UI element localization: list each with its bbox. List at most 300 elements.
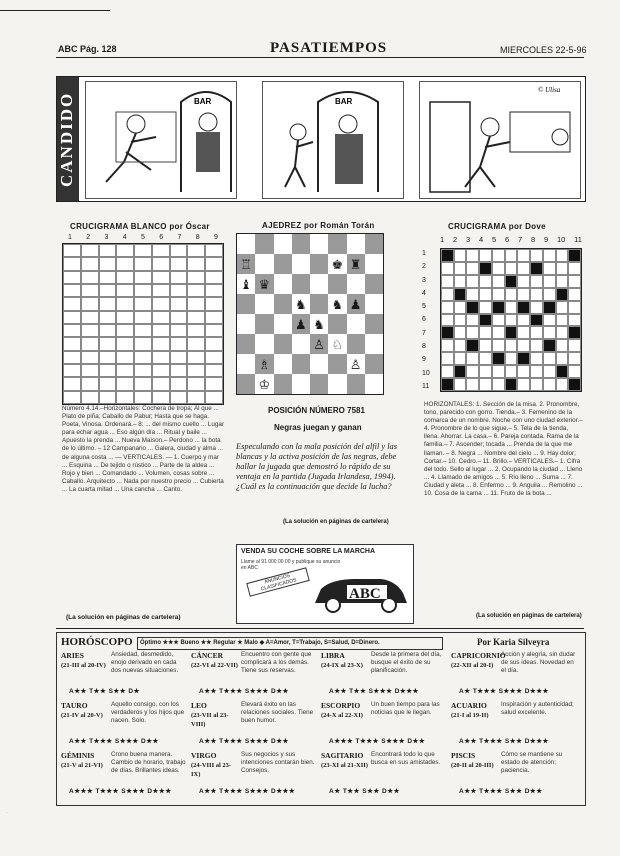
- grid-cell[interactable]: [205, 271, 223, 284]
- grid-cell[interactable]: [170, 391, 188, 404]
- crossword-cell[interactable]: [492, 288, 505, 301]
- grid-cell[interactable]: [81, 364, 99, 377]
- crossword-cell: [441, 326, 454, 339]
- grid-cell[interactable]: [116, 297, 134, 310]
- crossword-cell[interactable]: [492, 275, 505, 288]
- grid-cell[interactable]: [81, 284, 99, 297]
- grid-cell[interactable]: [116, 244, 134, 257]
- grid-cell[interactable]: [99, 284, 117, 297]
- crossword-cell[interactable]: [556, 262, 569, 275]
- grid-cell[interactable]: [63, 271, 81, 284]
- grid-cell[interactable]: [187, 364, 205, 377]
- grid-cell[interactable]: [205, 284, 223, 297]
- crossword-cell[interactable]: [568, 288, 581, 301]
- chess-subtitle: Negras juegan y ganan: [274, 423, 362, 432]
- grid-cell[interactable]: [116, 257, 134, 270]
- grid-cell[interactable]: [116, 351, 134, 364]
- grid-cell[interactable]: [170, 337, 188, 350]
- crossword-cell[interactable]: [466, 288, 479, 301]
- grid-cell[interactable]: [187, 337, 205, 350]
- crossword-cell: [543, 339, 556, 352]
- crossword-cell[interactable]: [454, 326, 467, 339]
- crossword-cell[interactable]: [505, 314, 518, 327]
- crossword-cell[interactable]: [568, 339, 581, 352]
- bar-sign: BAR: [194, 97, 212, 106]
- crossword-cell: [466, 301, 479, 314]
- sign-dates: (21-III al 20-IV): [61, 662, 106, 669]
- crossword-cell[interactable]: [492, 365, 505, 378]
- grid-cell[interactable]: [134, 244, 152, 257]
- col-number: 8: [531, 235, 536, 244]
- crossword-cell[interactable]: [517, 288, 530, 301]
- crossword-cell[interactable]: [492, 378, 505, 391]
- sign-stars: A★★★ T★★★ S★★★ D★★: [329, 738, 426, 745]
- grid-cell[interactable]: [81, 391, 99, 404]
- crossword-cell[interactable]: [530, 301, 543, 314]
- chess-square: [347, 374, 365, 394]
- crossword-cell[interactable]: [454, 262, 467, 275]
- crossword-cell[interactable]: [543, 326, 556, 339]
- grid-cell[interactable]: [63, 311, 81, 324]
- chess-square: [347, 234, 365, 254]
- grid-cell[interactable]: [63, 391, 81, 404]
- crossword-cell[interactable]: [556, 275, 569, 288]
- crossword-cell[interactable]: [441, 275, 454, 288]
- grid-cell[interactable]: [152, 377, 170, 390]
- sign-name: ARIES: [61, 651, 84, 660]
- crossword-cell: [454, 365, 467, 378]
- grid-cell[interactable]: [63, 257, 81, 270]
- crossword-cell[interactable]: [556, 378, 569, 391]
- grid-cell[interactable]: [81, 311, 99, 324]
- crossword-cell[interactable]: [454, 339, 467, 352]
- crossword-cell[interactable]: [556, 352, 569, 365]
- grid-cell[interactable]: [134, 284, 152, 297]
- chess-piece-square: ♘: [328, 334, 346, 354]
- chess-square: [292, 254, 310, 274]
- crossword-cell[interactable]: [568, 262, 581, 275]
- chess-square: [365, 274, 383, 294]
- crossword-cell[interactable]: [479, 352, 492, 365]
- grid-cell[interactable]: [81, 271, 99, 284]
- grid-cell[interactable]: [152, 244, 170, 257]
- crossword-blank-grid[interactable]: [62, 243, 224, 405]
- panel-3-drawing: [420, 82, 580, 198]
- grid-cell[interactable]: [152, 324, 170, 337]
- crossword-cell[interactable]: [543, 275, 556, 288]
- grid-cell[interactable]: [205, 391, 223, 404]
- chess-square: [274, 314, 292, 334]
- grid-cell[interactable]: [170, 284, 188, 297]
- grid-cell[interactable]: [134, 311, 152, 324]
- crossword-cell[interactable]: [505, 249, 518, 262]
- grid-cell[interactable]: [205, 324, 223, 337]
- grid-cell[interactable]: [99, 337, 117, 350]
- grid-cell[interactable]: [99, 257, 117, 270]
- crossword-cell[interactable]: [530, 378, 543, 391]
- crossword-cell[interactable]: [543, 262, 556, 275]
- chess-square: [255, 314, 273, 334]
- crossword-cell[interactable]: [466, 365, 479, 378]
- crossword-cell[interactable]: [505, 352, 518, 365]
- crossword-cell: [530, 314, 543, 327]
- crossword-cell[interactable]: [568, 301, 581, 314]
- grid-cell[interactable]: [152, 351, 170, 364]
- chess-square: [328, 234, 346, 254]
- classified-ad[interactable]: [236, 544, 414, 624]
- crossword-cell: [517, 352, 530, 365]
- grid-cell[interactable]: [116, 337, 134, 350]
- grid-cell[interactable]: [152, 337, 170, 350]
- grid-cell[interactable]: [81, 244, 99, 257]
- crossword-cell[interactable]: [517, 275, 530, 288]
- grid-cell[interactable]: [116, 364, 134, 377]
- crossword-cell[interactable]: [530, 352, 543, 365]
- horoscope-sign: [61, 701, 189, 749]
- row-number: 11: [422, 382, 430, 390]
- crossword-cell[interactable]: [543, 352, 556, 365]
- chess-square: [292, 374, 310, 394]
- grid-cell[interactable]: [99, 311, 117, 324]
- crossword-cell[interactable]: [556, 249, 569, 262]
- grid-cell[interactable]: [205, 377, 223, 390]
- crossword-cell[interactable]: [441, 301, 454, 314]
- grid-cell[interactable]: [187, 257, 205, 270]
- crossword-cell[interactable]: [479, 339, 492, 352]
- grid-cell[interactable]: [63, 297, 81, 310]
- grid-cell[interactable]: [205, 257, 223, 270]
- crossword-cell[interactable]: [454, 378, 467, 391]
- grid-cell[interactable]: [187, 271, 205, 284]
- grid-cell[interactable]: [134, 364, 152, 377]
- sign-name: ACUARIO: [451, 701, 487, 710]
- grid-cell[interactable]: [99, 324, 117, 337]
- chess-square: [274, 294, 292, 314]
- crossword-cell[interactable]: [454, 275, 467, 288]
- crossword-cell[interactable]: [466, 249, 479, 262]
- crossword-cell[interactable]: [466, 314, 479, 327]
- grid-cell[interactable]: [116, 391, 134, 404]
- crossword-cell[interactable]: [517, 339, 530, 352]
- grid-cell[interactable]: [99, 351, 117, 364]
- chess-square: [310, 234, 328, 254]
- grid-cell[interactable]: [81, 257, 99, 270]
- chess-piece-square: ♖: [237, 254, 255, 274]
- grid-cell[interactable]: [187, 297, 205, 310]
- grid-cell[interactable]: [81, 297, 99, 310]
- crossword-cell[interactable]: [441, 314, 454, 327]
- chess-board: [236, 233, 384, 395]
- grid-cell[interactable]: [170, 364, 188, 377]
- sign-name: ESCORPIO: [321, 701, 361, 710]
- crossword-cell[interactable]: [543, 378, 556, 391]
- crossword-cell[interactable]: [543, 314, 556, 327]
- grid-cell[interactable]: [152, 311, 170, 324]
- grid-cell[interactable]: [187, 377, 205, 390]
- grid-cell[interactable]: [205, 297, 223, 310]
- grid-cell[interactable]: [116, 284, 134, 297]
- header-rule: [56, 57, 584, 58]
- chess-square: [310, 374, 328, 394]
- grid-cell[interactable]: [187, 351, 205, 364]
- crossword-cell[interactable]: [517, 262, 530, 275]
- row-number: 9: [422, 356, 426, 364]
- grid-cell[interactable]: [116, 377, 134, 390]
- chess-square: [365, 294, 383, 314]
- crossword-cell[interactable]: [466, 352, 479, 365]
- crossword-cell[interactable]: [479, 365, 492, 378]
- crossword-cell[interactable]: [568, 352, 581, 365]
- grid-cell[interactable]: [187, 311, 205, 324]
- crossword-cell: [505, 326, 518, 339]
- chess-square: [274, 274, 292, 294]
- crossword-cell[interactable]: [479, 288, 492, 301]
- grid-cell[interactable]: [63, 244, 81, 257]
- grid-cell[interactable]: [99, 377, 117, 390]
- grid-cell[interactable]: [187, 324, 205, 337]
- grid-cell[interactable]: [81, 351, 99, 364]
- comic-panel-3: [419, 81, 581, 199]
- ad-title: VENDA SU COCHE SOBRE LA MARCHA: [241, 548, 376, 555]
- crossword-cell[interactable]: [505, 301, 518, 314]
- chess-piece-square: ♙: [347, 354, 365, 374]
- crossword-cell[interactable]: [543, 288, 556, 301]
- chess-piece-square: ♙: [310, 334, 328, 354]
- crossword-cell[interactable]: [568, 314, 581, 327]
- grid-cell[interactable]: [63, 324, 81, 337]
- chess-square: [365, 374, 383, 394]
- grid-cell[interactable]: [63, 284, 81, 297]
- crossword-cell[interactable]: [530, 288, 543, 301]
- grid-cell[interactable]: [81, 324, 99, 337]
- crossword-cell[interactable]: [454, 301, 467, 314]
- chess-square: [310, 254, 328, 274]
- grid-cell[interactable]: [205, 337, 223, 350]
- grid-cell[interactable]: [99, 391, 117, 404]
- grid-cell[interactable]: [152, 364, 170, 377]
- crossword-cell[interactable]: [556, 301, 569, 314]
- grid-cell[interactable]: [170, 257, 188, 270]
- crossword-cell[interactable]: [479, 378, 492, 391]
- sign-name: CÁNCER: [191, 651, 224, 660]
- crossword-cell[interactable]: [441, 352, 454, 365]
- comic-strip: [56, 76, 586, 202]
- grid-cell[interactable]: [134, 351, 152, 364]
- crossword-blank-solution: (La solución en páginas de cartelera): [66, 614, 181, 621]
- crossword-cell[interactable]: [530, 326, 543, 339]
- grid-cell[interactable]: [116, 324, 134, 337]
- horoscope-sign: [61, 651, 189, 699]
- grid-cell[interactable]: [170, 377, 188, 390]
- crossword-cell[interactable]: [543, 249, 556, 262]
- grid-cell[interactable]: [187, 284, 205, 297]
- grid-cell[interactable]: [170, 311, 188, 324]
- grid-cell[interactable]: [116, 311, 134, 324]
- chess-piece-square: ♛: [255, 274, 273, 294]
- chess-square: [292, 334, 310, 354]
- crossword-cell[interactable]: [441, 365, 454, 378]
- grid-cell[interactable]: [205, 311, 223, 324]
- chess-square: [255, 234, 273, 254]
- crossword-cell[interactable]: [441, 262, 454, 275]
- chess-title: AJEDREZ por Román Torán: [262, 221, 375, 230]
- grid-cell[interactable]: [134, 377, 152, 390]
- grid-cell[interactable]: [205, 244, 223, 257]
- crossword-cell: [479, 314, 492, 327]
- crossword-cell[interactable]: [492, 314, 505, 327]
- crossword-cell[interactable]: [517, 249, 530, 262]
- crossword-cell[interactable]: [479, 301, 492, 314]
- grid-cell[interactable]: [170, 351, 188, 364]
- crossword-cell[interactable]: [441, 339, 454, 352]
- grid-cell[interactable]: [152, 257, 170, 270]
- grid-cell[interactable]: [99, 364, 117, 377]
- grid-cell[interactable]: [152, 297, 170, 310]
- chess-piece-square: ♞: [292, 294, 310, 314]
- grid-cell[interactable]: [205, 364, 223, 377]
- sign-name: GÉMINIS: [61, 751, 95, 760]
- chess-square: [255, 294, 273, 314]
- grid-cell[interactable]: [81, 377, 99, 390]
- chess-square: [237, 374, 255, 394]
- chess-square: [237, 234, 255, 254]
- grid-cell[interactable]: [187, 244, 205, 257]
- crossword-cell[interactable]: [479, 326, 492, 339]
- comic-title: CANDIDO: [57, 77, 79, 201]
- row-number: 5: [422, 303, 426, 311]
- crossword-cell[interactable]: [454, 249, 467, 262]
- page-date: MIERCOLES 22-5-96: [500, 45, 587, 55]
- crossword-cell[interactable]: [505, 262, 518, 275]
- grid-cell[interactable]: [116, 271, 134, 284]
- crossword-cell[interactable]: [568, 365, 581, 378]
- chess-square: [237, 294, 255, 314]
- grid-cell[interactable]: [63, 337, 81, 350]
- sign-stars: A★★ T★★★ S★★★ D★★: [199, 688, 289, 695]
- crossword-cell[interactable]: [543, 365, 556, 378]
- crossword-cell: [556, 288, 569, 301]
- grid-cell[interactable]: [134, 297, 152, 310]
- sign-name: SAGITARIO: [321, 751, 364, 760]
- chess-square: [292, 354, 310, 374]
- grid-cell[interactable]: [152, 284, 170, 297]
- crossword-cell[interactable]: [568, 275, 581, 288]
- grid-cell[interactable]: [170, 271, 188, 284]
- crossword-cell[interactable]: [517, 314, 530, 327]
- crossword-cell[interactable]: [505, 288, 518, 301]
- grid-cell[interactable]: [63, 377, 81, 390]
- crossword-cell[interactable]: [530, 339, 543, 352]
- crossword-cell[interactable]: [505, 339, 518, 352]
- crossword-cell[interactable]: [492, 339, 505, 352]
- sign-dates: (23-XI al 21-XII): [321, 762, 368, 769]
- row-number: 2: [422, 263, 426, 271]
- grid-cell[interactable]: [99, 244, 117, 257]
- grid-cell[interactable]: [152, 391, 170, 404]
- crossword-grid[interactable]: [440, 248, 582, 392]
- row-number: 1: [422, 250, 426, 257]
- chess-square: [347, 334, 365, 354]
- crossword-cell[interactable]: [530, 249, 543, 262]
- crossword-cell[interactable]: [466, 378, 479, 391]
- crossword-blank-col-numbers: 1 2 3 4 5 6 7 8 9: [68, 234, 218, 241]
- sign-stars: A★★ T★★ S★★ D★: [69, 688, 140, 695]
- crossword-cell[interactable]: [517, 326, 530, 339]
- grid-cell[interactable]: [63, 351, 81, 364]
- col-number: 7: [518, 235, 523, 244]
- sign-text: Ansiedad, desmedido, enojo derivado en cada dos nuevas situaciones.: [111, 651, 179, 675]
- grid-cell[interactable]: [152, 271, 170, 284]
- grid-cell[interactable]: [99, 297, 117, 310]
- grid-cell[interactable]: [187, 391, 205, 404]
- crossword-cell[interactable]: [466, 262, 479, 275]
- chess-piece-square: ♚: [328, 254, 346, 274]
- crossword-cell[interactable]: [479, 249, 492, 262]
- grid-cell[interactable]: [134, 324, 152, 337]
- crossword-cell: [492, 352, 505, 365]
- crossword-cell[interactable]: [454, 352, 467, 365]
- grid-cell[interactable]: [170, 324, 188, 337]
- chess-square: [292, 274, 310, 294]
- sign-stars: A★★ T★★★ S★★ D★★★: [459, 738, 549, 745]
- sign-stars: A★★ T★★★ S★★★ D★★★: [199, 788, 296, 795]
- crossword-cell: [454, 288, 467, 301]
- crossword-cell[interactable]: [466, 326, 479, 339]
- grid-cell[interactable]: [134, 391, 152, 404]
- crossword-cell[interactable]: [492, 262, 505, 275]
- crossword-cell[interactable]: [517, 378, 530, 391]
- chess-square: [274, 354, 292, 374]
- crossword-cell[interactable]: [530, 365, 543, 378]
- chess-square: [310, 294, 328, 314]
- chess-piece-square: ♝: [237, 274, 255, 294]
- sign-text: Sus negocios y sus intenciones contarán bien. Consejos.: [241, 751, 315, 775]
- crossword-cell[interactable]: [517, 365, 530, 378]
- grid-cell[interactable]: [205, 351, 223, 364]
- crossword-blank-title: CRUCIGRAMA BLANCO por Óscar: [70, 222, 210, 231]
- panel-2-drawing: [263, 82, 403, 198]
- sign-name: CAPRICORNIO: [451, 651, 506, 660]
- crossword-cell[interactable]: [556, 314, 569, 327]
- grid-cell[interactable]: [134, 337, 152, 350]
- crossword-cell: [517, 301, 530, 314]
- grid-cell[interactable]: [81, 337, 99, 350]
- grid-cell[interactable]: [99, 271, 117, 284]
- crossword-cell[interactable]: [454, 314, 467, 327]
- row-number: 4: [422, 289, 426, 297]
- section-title: PASATIEMPOS: [270, 40, 388, 56]
- crossword-cell[interactable]: [556, 339, 569, 352]
- grid-cell[interactable]: [134, 271, 152, 284]
- sign-stars: A★★ T★★★ S★★★ D★★: [69, 738, 159, 745]
- grid-cell[interactable]: [170, 244, 188, 257]
- crossword-cell[interactable]: [492, 326, 505, 339]
- crossword-cell[interactable]: [441, 288, 454, 301]
- ad-line: Llame al 91 000 00 00 y publique su anuncio en ABC: [241, 559, 341, 571]
- row-number: 3: [422, 276, 426, 284]
- crossword-cell[interactable]: [505, 365, 518, 378]
- grid-cell[interactable]: [170, 297, 188, 310]
- grid-cell[interactable]: [134, 257, 152, 270]
- chess-square: [365, 334, 383, 354]
- crossword-cell[interactable]: [530, 275, 543, 288]
- col-number: 5: [492, 235, 497, 244]
- crossword-cell[interactable]: [479, 275, 492, 288]
- grid-cell[interactable]: [63, 364, 81, 377]
- crossword-cell[interactable]: [466, 275, 479, 288]
- crossword-cell[interactable]: [556, 326, 569, 339]
- crossword-cell[interactable]: [492, 249, 505, 262]
